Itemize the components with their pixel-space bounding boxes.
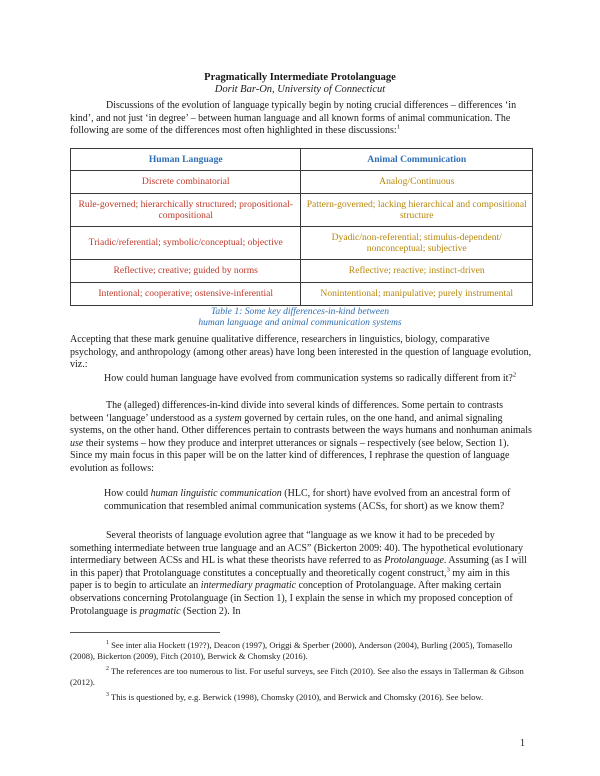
block-quote-1: How could human language have evolved from communication systems so radically different from it?$^2$: [104, 371, 517, 384]
cell-animal: Reflective; reactive; instinct-driven: [301, 260, 533, 283]
table-row: [71, 171, 533, 194]
table-row: [71, 194, 533, 227]
header-animal-communication: Animal Communication: [301, 149, 533, 171]
cell-animal: Analog/Continuous: [301, 171, 533, 194]
body-paragraph-3: The (alleged) differences-in-kind divide into several kinds of differences. Some pertain to contrasts between ‘language’ understood as a system governed by certain rules, on the one hand, and animal signaling systems, on the other hand. Other differences pertain to contrasts between the ways humans and nonhuman animals use their systems – how they produce and interpret utterances or signals – respectively (see below, Section 1). Since my main focus in this paper will be on the latter kind of differences, I rephrase the question of language evolution as follows:: [70, 400, 532, 474]
table-row: [71, 227, 533, 260]
cell-human: Rule-governed; hierarchically structured; propositional-compositional: [71, 194, 301, 227]
comparison-table: [70, 148, 533, 306]
caption-line-1: Table 1: Some key differences-in-kind between: [210, 306, 390, 317]
cell-human: Discrete combinatorial: [71, 171, 301, 194]
footnote-3: $^3$ This is questioned by, e.g. Berwick (1998), Chomsky (2010), and Berwick and Chomsky (2016). See below.: [106, 692, 484, 702]
body-paragraph-2: Accepting that these mark genuine qualitative difference, researchers in linguistics, biology, comparative psychology, and anthropology (among other areas) have long been interested in the question of language evolution, viz.:: [70, 334, 532, 371]
cell-human: Intentional; cooperative; ostensive-inferential: [71, 283, 301, 306]
footnote-divider: [70, 632, 220, 633]
author-line: Dorit Bar-On, University of Connecticut: [214, 84, 386, 95]
footnote-ref-1[interactable]: 1: [396, 123, 400, 131]
table-caption: [0, 306, 600, 328]
cell-animal: Nonintentional; manipulative; purely instrumental: [301, 283, 533, 306]
footnote-1: $^1$ See inter alia Hockett (19??), Deacon (1997), Origgi & Sperber (2000), Anderson (2004), Burling (2005), Tomasello (2008), Bickerton (2009), Fitch (2010), Berwick & Chomsky (2016).: [70, 640, 513, 661]
intro-paragraph: Discussions of the evolution of language typically begin by noting crucial differences – differences ‘in kind’, and not just ‘in degree’ – between human language and all known forms of animal communication. The following are some of the differences most often highlighted in these discussions:$^1$: [70, 100, 517, 137]
table-row: [71, 283, 533, 306]
cell-human: Reflective; creative; guided by norms: [71, 260, 301, 283]
paper-title: Pragmatically Intermediate Protolanguage: [204, 72, 396, 83]
cell-animal: Dyadic/non-referential; stimulus-dependent/ nonconceptual; subjective: [301, 227, 533, 260]
cell-human: Triadic/referential; symbolic/conceptual; objective: [71, 227, 301, 260]
footnote-ref-3[interactable]: 3: [446, 566, 450, 574]
block-quote-2: How could human linguistic communication (HLC, for short) have evolved from an ancestral form of communication that resembled animal communication systems (ACSs, for short) as we know them?: [104, 488, 511, 512]
body-paragraph-4: Several theorists of language evolution agree that “language as we know it had to be preceded by something intermediate between true language and an ACS” (Bickerton 2009: 40). The hypothetical evolutionary intermediary between ACSs and HL is what these theorists have referred to as Protolanguage. Assuming (as I will in this paper) that Protolanguage constitutes a conceptually and theoretically cogent construct,$^3$ my aim in this paper is to begin to articulate an intermediary pragmatic conception of Protolanguage. After making certain observations concerning Protolanguage (in Section 1), I explain the sense in which my proposed conception of Protolanguage is pragmatic (Section 2). In: [70, 530, 527, 617]
table-row: [71, 260, 533, 283]
header-human-language: Human Language: [71, 149, 301, 171]
caption-line-2: human language and animal communication systems: [198, 317, 402, 328]
footnote-2: $^2$ The references are too numerous to list. For useful surveys, see Fitch (2010). See also the essays in Tallerman & Gibson (2012).: [70, 666, 524, 687]
table-header-row: [71, 149, 533, 171]
page-number: 1: [520, 738, 525, 749]
footnote-ref-2[interactable]: 2: [512, 371, 517, 379]
cell-animal: Pattern-governed; lacking hierarchical and compositional structure: [301, 194, 533, 227]
